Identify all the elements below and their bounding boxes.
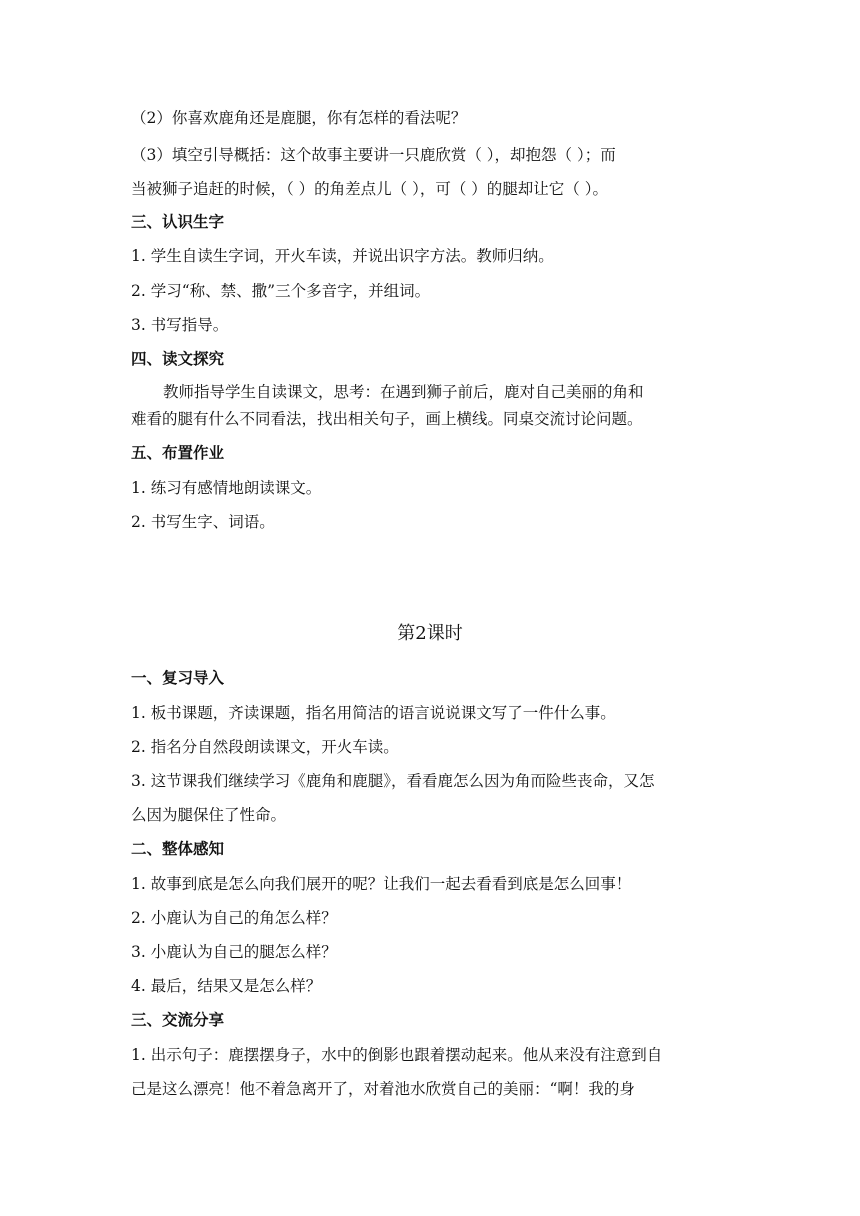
section-heading-review: 一、复习导入: [131, 669, 225, 687]
paragraph-line-2: 难看的腿有什么不同看法，找出相关句子，画上横线。同桌交流讨论问题。: [131, 410, 643, 428]
section-heading-share: 三、交流分享: [131, 1011, 225, 1029]
list-item: 2. 学习“称、禁、撒”三个多音字，并组词。: [131, 282, 431, 300]
list-item: 1. 学生自读生字词，开火车读，并说出识字方法。教师归纳。: [131, 247, 554, 265]
list-item: 2. 小鹿认为自己的角怎么样？: [131, 909, 337, 927]
list-item: 1. 练习有感情地朗读课文。: [131, 479, 322, 497]
list-item: 2. 书写生字、词语。: [131, 513, 275, 531]
section-heading-reading-inquiry: 四、读文探究: [131, 350, 225, 368]
list-item: 3. 小鹿认为自己的腿怎么样？: [131, 943, 337, 961]
lesson-title: 第2课时: [397, 623, 463, 644]
section-heading-recognize-characters: 三、认识生字: [131, 213, 225, 231]
question-3-line-2: 当被狮子追赶的时候，（ ）的角差点儿（ ），可（ ）的腿却让它（ ）。: [131, 180, 608, 198]
paragraph-line-1: 教师指导学生自读课文，思考：在遇到狮子前后，鹿对自己美丽的角和: [163, 383, 644, 401]
list-item-line-2: 么因为腿保住了性命。: [131, 806, 287, 824]
question-3-line-1: （3）填空引导概括：这个故事主要讲一只鹿欣赏（ ），却抱怨（ ）；而: [131, 146, 616, 164]
list-item-line-1: 1. 出示句子：鹿摆摆身子，水中的倒影也跟着摆动起来。他从来没有注意到自: [131, 1046, 663, 1064]
list-item: 4. 最后，结果又是怎么样？: [131, 977, 322, 995]
section-heading-homework: 五、布置作业: [131, 444, 225, 462]
list-item: 1. 板书课题，齐读课题，指名用简洁的语言说说课文写了一件什么事。: [131, 704, 616, 722]
question-2: （2）你喜欢鹿角还是鹿腿，你有怎样的看法呢？: [131, 109, 467, 127]
list-item: 2. 指名分自然段朗读课文，开火车读。: [131, 738, 399, 756]
list-item-line-2: 己是这么漂亮！他不着急离开了，对着池水欣赏自己的美丽：“啊！我的身: [131, 1080, 635, 1098]
list-item-line-1: 3. 这节课我们继续学习《鹿角和鹿腿》，看看鹿怎么因为角而险些丧命，又怎: [131, 772, 655, 790]
section-heading-overall: 二、整体感知: [131, 840, 225, 858]
list-item: 3. 书写指导。: [131, 316, 229, 334]
list-item: 1. 故事到底是怎么向我们展开的呢？让我们一起去看看到底是怎么回事！: [131, 875, 632, 893]
